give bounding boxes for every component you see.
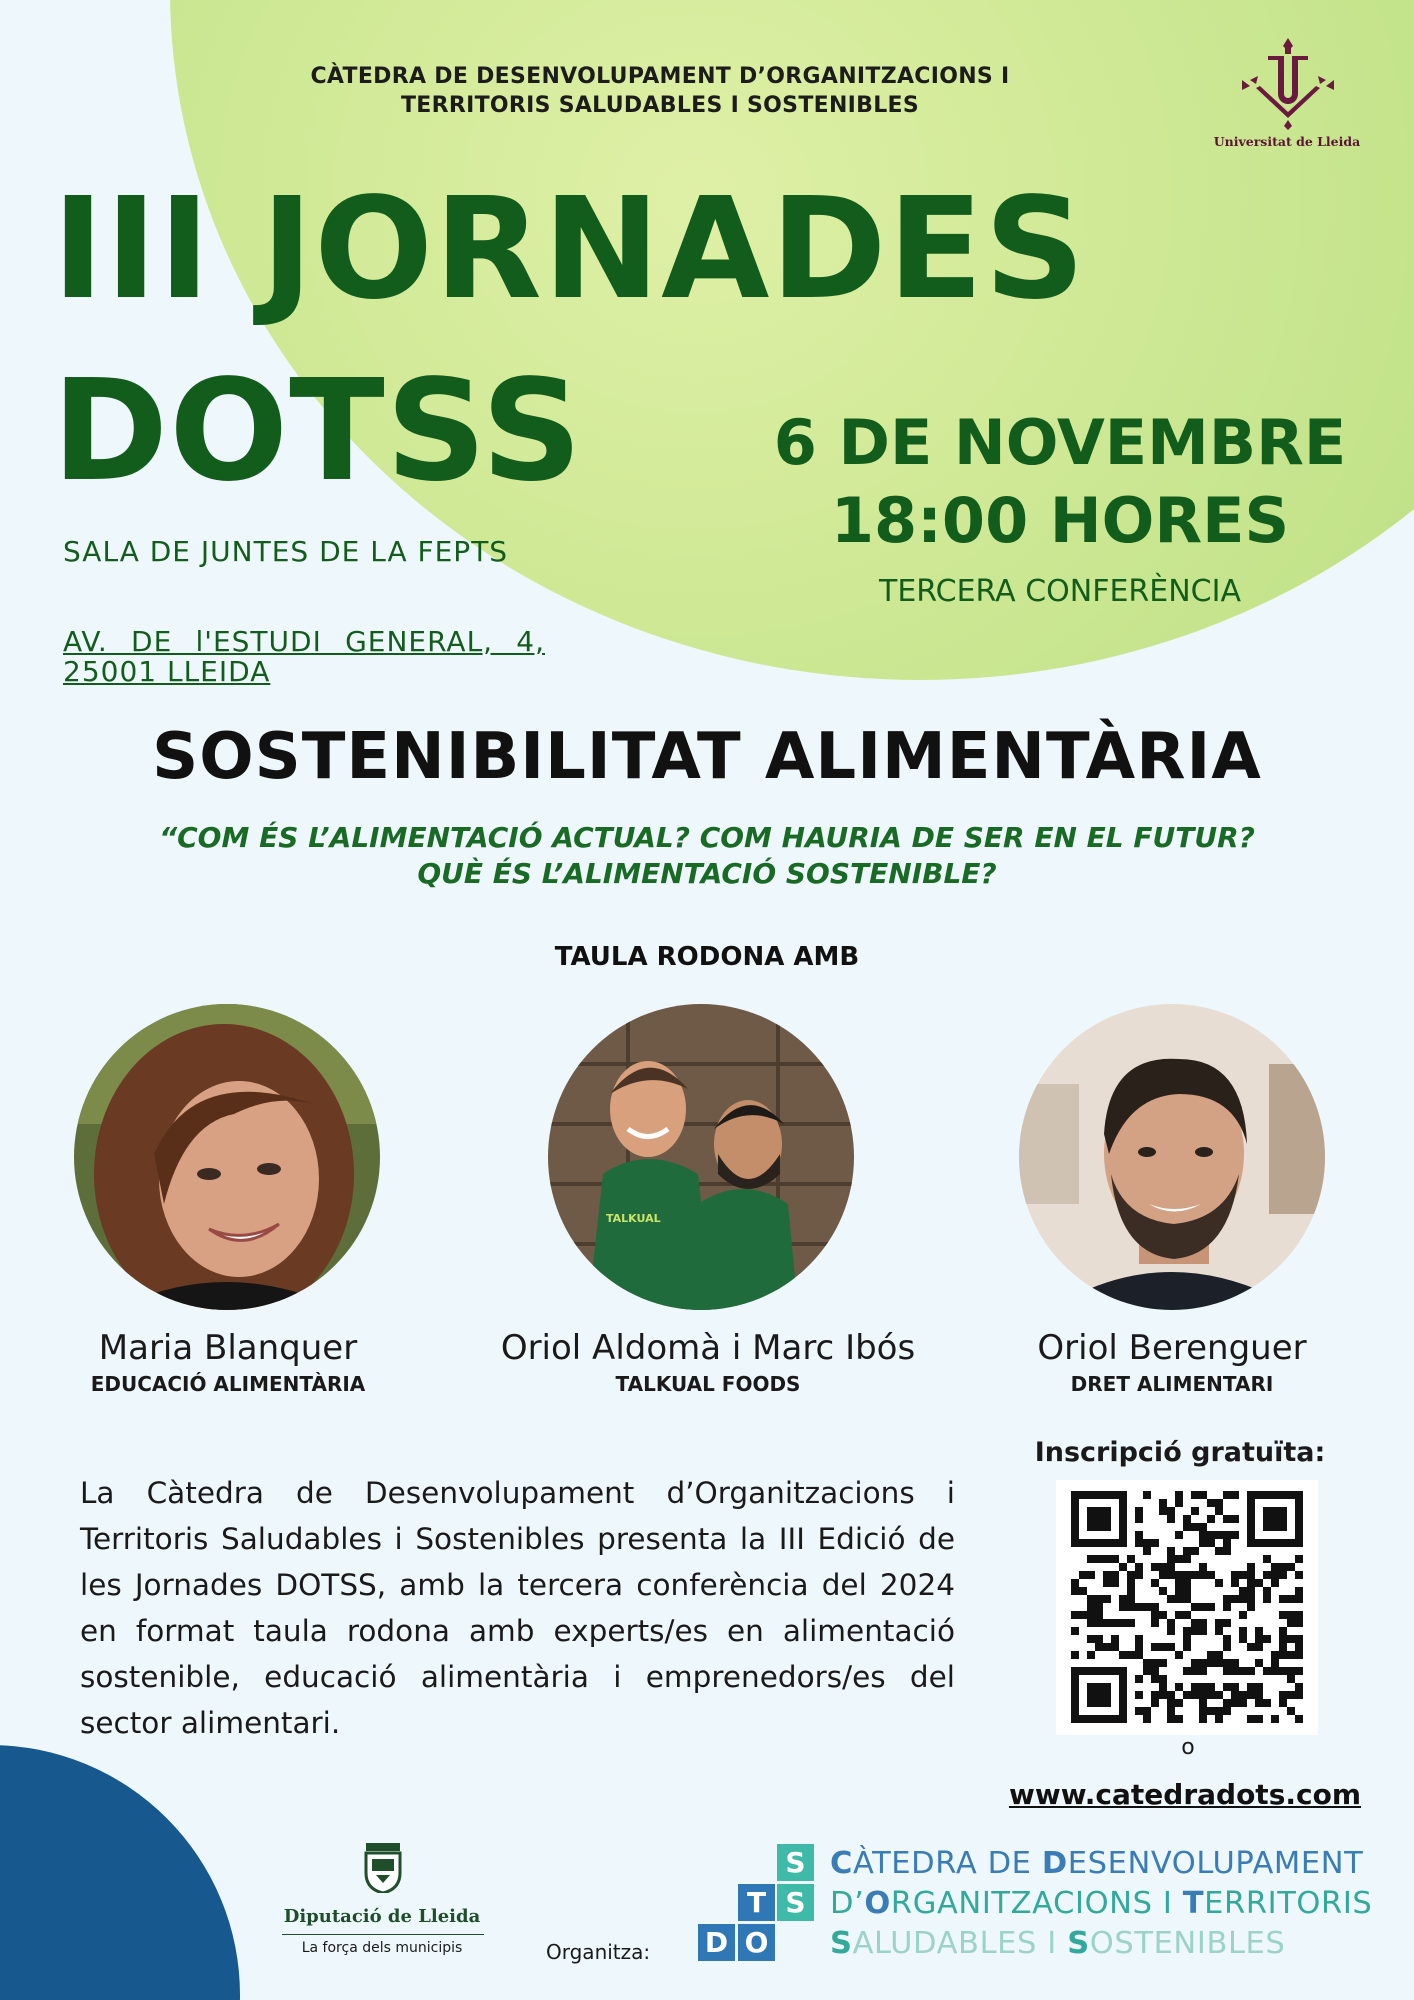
catedra-text-1a: ÀTEDRA DE	[852, 1846, 1042, 1881]
logo-tile-t: T	[738, 1884, 775, 1921]
speaker-role-3: DRET ALIMENTARI	[1070, 1372, 1274, 1396]
website-link[interactable]: www.catedradots.com	[1008, 1778, 1362, 1811]
talkual-shirt-text: TALKUAL	[606, 1212, 661, 1225]
university-of-lleida-crest-icon	[1236, 36, 1340, 132]
speaker-photo-oriol-berenguer	[1019, 1004, 1325, 1310]
event-date: 6 DE NOVEMBRE	[773, 406, 1347, 479]
topic-questions	[60, 820, 1354, 892]
catedra-text-3a: ALUDABLES I	[852, 1926, 1068, 1961]
chair-header	[280, 62, 1040, 120]
venue-room: SALA DE JUNTES DE LA FEPTS	[63, 535, 509, 568]
speaker-photo-maria-blanquer	[74, 1004, 380, 1310]
event-description: La Càtedra de Desenvolupament d’Organitzacions i Territoris Saludables i Sostenibles presenta la III Edició de les Jornades DOTSS, amb la tercera conferència del 2024 en format taula rodona amb experts/es en alimentació sostenible, educació alimentària i emprenedors/es del sector alimentari.	[80, 1476, 955, 1740]
diputacio-name: Diputació de Lleida	[283, 1906, 481, 1927]
event-time: 18:00 HORES	[830, 484, 1290, 557]
conference-number: TERCERA CONFERÈNCIA	[879, 574, 1241, 609]
catedra-initial-s2: S	[1067, 1926, 1090, 1961]
question-line1: “COM ÉS L’ALIMENTACIÓ ACTUAL? COM HAURIA DE SER EN EL FUTUR?	[159, 821, 1255, 854]
catedra-text-2c: ERRITORIS	[1204, 1886, 1373, 1921]
logo-tile-d: D	[698, 1924, 735, 1961]
catedra-text-1b: ESENVOLUPAMENT	[1067, 1846, 1364, 1881]
logo-tile-s2: S	[777, 1884, 814, 1921]
catedra-initial-s1: S	[830, 1926, 853, 1961]
speaker-name-1: Maria Blanquer	[98, 1328, 358, 1368]
logo-tile-s1: S	[777, 1844, 814, 1881]
logo-tile-o: O	[738, 1924, 775, 1961]
catedra-line-2	[830, 1884, 1410, 1924]
diputacio-divider	[282, 1934, 484, 1935]
coat-of-arms-icon	[362, 1843, 404, 1893]
panel-label: TAULA RODONA AMB	[554, 942, 860, 972]
catedra-text-2a: D	[830, 1886, 855, 1921]
speaker-role-1: EDUCACIÓ ALIMENTÀRIA	[90, 1372, 366, 1396]
title-line2: DOTSS	[52, 350, 584, 513]
catedra-text-3b: OSTENIBLES	[1089, 1926, 1286, 1961]
catedra-initial-t: T	[1182, 1886, 1205, 1921]
or-label: o	[1181, 1735, 1195, 1760]
catedra-initial-d: D	[1041, 1846, 1068, 1881]
organitza-label: Organitza:	[546, 1940, 651, 1964]
chair-header-line1: CÀTEDRA DE DESENVOLUPAMENT D’ORGANITZACIONS I	[310, 64, 1010, 89]
speaker-name-2: Oriol Aldomà i Marc Ibós	[500, 1328, 916, 1368]
blue-corner-shape	[0, 1745, 240, 2000]
catedra-text-2b: RGANITZACIONS I	[890, 1886, 1183, 1921]
topic-title: SOSTENIBILITAT ALIMENTÀRIA	[152, 720, 1262, 794]
chair-header-line2: TERRITORIS SALUDABLES I SOSTENIBLES	[400, 93, 920, 118]
venue-address[interactable]: AV. DE l'ESTUDI GENERAL, 4, 25001 LLEIDA	[63, 625, 545, 688]
registration-label: Inscripció gratuïta:	[1034, 1437, 1326, 1468]
qr-code-icon[interactable]	[1056, 1480, 1318, 1735]
catedra-apostrophe: ’	[854, 1886, 865, 1921]
speaker-photo-talkual	[548, 1004, 854, 1310]
diputacio-tagline: La força dels municipis	[301, 1940, 463, 1956]
catedra-line-3	[830, 1924, 1410, 1964]
question-line2: QUÈ ÉS L’ALIMENTACIÓ SOSTENIBLE?	[417, 857, 997, 890]
catedra-initial-o: O	[864, 1886, 891, 1921]
title-line1: III JORNADES	[52, 168, 1087, 331]
university-name: Universitat de Lleida	[1213, 134, 1361, 149]
catedra-line-1	[830, 1844, 1410, 1884]
catedra-initial-c: C	[830, 1846, 853, 1881]
speaker-name-3: Oriol Berenguer	[1037, 1328, 1307, 1368]
speaker-role-2: TALKUAL FOODS	[615, 1372, 801, 1396]
